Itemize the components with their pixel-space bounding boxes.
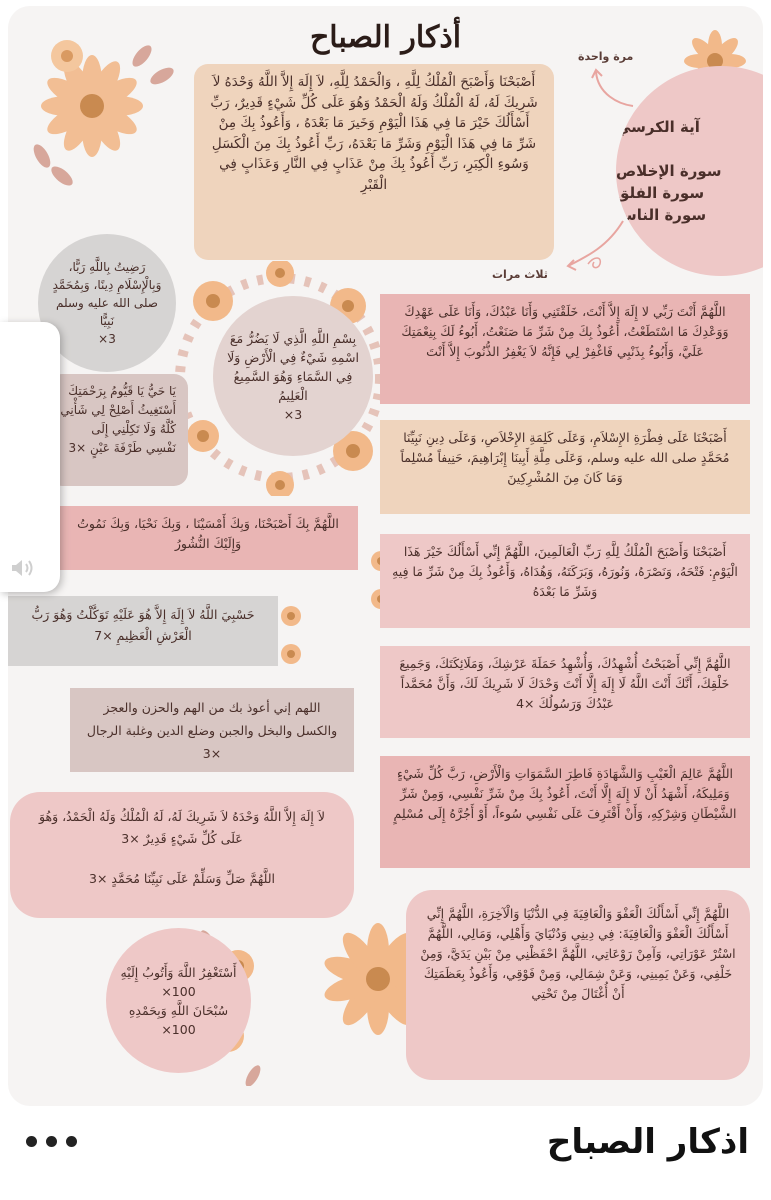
bismillah-circle xyxy=(213,296,373,456)
more-dots-icon[interactable] xyxy=(26,1136,77,1147)
dot xyxy=(66,1136,77,1147)
adhkar-image-card[interactable] xyxy=(8,6,763,1106)
ayat-kursi-label: آية الكرسي xyxy=(616,118,700,136)
dot xyxy=(46,1136,57,1147)
radeetu-count: ×3 xyxy=(98,332,116,346)
ikhlas-label: سورة الإخلاص xyxy=(616,162,722,180)
flower-decoration-icon xyxy=(276,596,306,676)
subhanallah-text: سُبْحَانَ اللَّهِ وَبِحَمْدِهِ xyxy=(128,1002,229,1018)
curved-arrow-icon xyxy=(588,64,638,114)
fitra-box: أَصْبَحْنَا عَلَى فِطْرَةِ الإِسْلاَمِ، وَعَلَى كَلِمَةِ الإِخْلاَصِ، وَعَلَى دِينِ نَبِيِّنَا مُحَمَّدٍ صلى الله عليه وسلم، وَعَلَى مِلَّةِ أَبِينَا إِبْرَاهِيمَ، حَنِيفاً مُسْلِماً وَمَا كَانَ مِنَ المُشْرِكِينَ xyxy=(380,420,750,514)
curved-arrow-icon xyxy=(558,216,628,276)
bismillah-text: بِسْمِ اللَّهِ الَّذِي لَا يَضُرُّ مَعَ اسْمِهِ شَيْءٌ فِي الْأَرْضِ وَلَا فِي السَّمَاءِ وَهُوَ السَّمِيعُ الْعَلِيمُ xyxy=(227,330,359,403)
subhanallah-count: ×100 xyxy=(161,1021,196,1037)
morning-remembrance-main: أَصْبَحْنَا وَأَصْبَحَ الْمُلْكُ لِلَّهِ ، وَالْحَمْدُ لِلَّهِ، لاَ إِلَهَ إِلاَّ اللَّهُ وَحْدَهُ لاَ شَرِيكَ لَهُ، لَهُ الْمُلْكُ وَلَهُ الْحَمْدُ وَهُوَ عَلَى كُلِّ شَيْءٍ قَدِيرٌ، رَبِّ أَسْأَلُكَ خَيْرَ مَا فِي هَذَا الْيَوْمِ وَخَيرَ مَا بَعْدَهُ ، وَأَعُوذُ بِكَ مِنْ شَرِّ مَا فِي هَذَا الْيَوْمِ وَشَرِّ مَا بَعْدَهُ، رَبِّ أَعُوذُ بِكَ مِنَ الْكَسَلِ وَسُوءِ الْكِبَرِ، رَبِّ أَعُوذُ بِكَ مِنْ عَذَابٍ فِي النَّارِ وَعَذَابٍ فِي الْقَبْرِ xyxy=(194,64,554,260)
sayyid-istighfar-box: اللَّهُمَّ أَنْتَ رَبِّي لا إِلَهَ إِلاَّ أَنْتَ، خَلَقْتَنِي وَأَنَا عَبْدُكَ، وَأَنَا عَلَى عَهْدِكَ وَوَعْدِكَ مَا اسْتَطَعْتُ، أَعُوذُ بِكَ مِنْ شَرِّ مَا صَنَعْتُ، أَبُوءُ لَكَ بِنِعْمَتِكَ عَلَيَّ، وَأَبُوءُ بِذَنْبِي فَاغْفِرْ لِي فَإِنَّهُ لاَ يَغْفِرُ الذُّنُوبَ إِلاَّ أَنْتَ xyxy=(380,294,750,404)
afw-box: اللَّهُمَّ إِنِّي أَسْأَلُكَ الْعَفْوَ وَالْعَافِيَةَ فِي الدُّنْيَا وَالْآخِرَةِ، اللَّهُمَّ إِنِّي أَسْأَلُكَ الْعَفْوَ وَالْعَافِيَةَ: فِي دِينِي وَدُنْيَايَ وَأَهْلِي، وَمَالِي، اللَّهُمَّ اسْتُرْ عَوْرَاتِي، وَآمِنْ رَوْعَاتِي، اللَّهُمَّ احْفَظْنِي مِنْ بَيْنِ يَدَيَّ، وَمِنْ خَلْفِي، وَعَنْ يَمِينِي، وَعَنْ شِمَالِي، وَمِنْ فَوْقِي، وَأَعُوذُ بِعَظَمَتِكَ أَنْ أُغْتَالَ مِنْ تَحْتِي xyxy=(406,890,750,1080)
quran-surahs-circle xyxy=(616,66,763,276)
salli-text: اللَّهُمَّ صَلِّ وَسَلِّمْ عَلَى نَبِيِّنَا مُحَمَّدٍ ×3 xyxy=(89,871,275,886)
istighfar-count: ×100 xyxy=(161,983,196,999)
falaq-label: سورة الفلق xyxy=(616,184,705,202)
once-note: مرة واحدة xyxy=(578,50,634,63)
ushhiduk-box: اللَّهُمَّ إِنِّي أَصْبَحْتُ أُشْهِدُكَ، وَأُشْهِدُ حَمَلَةَ عَرْشِكَ، وَمَلَائِكَتَكَ، وَجَمِيعَ خَلْقِكَ، أَنَّكَ أَنْتَ اللَّهُ لَا إِلَهَ إِلَّا أَنْتَ وَحْدَكَ لَا شَرِيكَ لَكَ، وَأَنَّ مُحَمَّداً عَبْدُكَ وَرَسُولُكَ ×4 xyxy=(380,646,750,738)
radeetu-text: رَضِيتُ بِاللَّهِ رَبًّا، وَبِالْإِسْلَامِ دِينًا، وَبِمُحَمَّدٍ صلى الله عليه وسلم نَبِيًّا xyxy=(52,260,162,328)
istighfar-text: أَسْتَغْفِرُ اللَّهَ وَأَتُوبُ إِلَيْهِ xyxy=(120,964,237,980)
hamm-box: اللهم إني أعوذ بك من الهم والحزن والعجز والكسل والبخل والجبن وضلع الدين وغلبة الرجال ×3 xyxy=(70,688,354,772)
tahleel-box xyxy=(10,792,354,918)
hasbiya-box: حَسْبِيَ اللَّهُ لاَ إِلَهَ إِلاَّ هُوَ عَلَيْهِ تَوَكَّلْتُ وَهُوَ رَبُّ الْعَرْشِ الْعَظِيمِ ×7 xyxy=(8,596,278,666)
bismillah-count: ×3 xyxy=(283,406,303,422)
alim-ghayb-box: اللَّهُمَّ عَالِمَ الْغَيْبِ وَالشَّهَادَةِ فَاطِرَ السَّمَوَاتِ وَالْأَرْضِ، رَبَّ كُلِّ شَيْءٍ وَمَلِيكَهُ، أَشْهَدُ أَنْ لَا إِلَهَ إِلَّا أَنْتَ، أَعُوذُ بِكَ مِنْ شَرِّ نَفْسِي، وَمِنْ شَرِّ الشَّيْطَانِ وَشِرْكِهِ، وَأَنْ أَقْتَرِفَ عَلَى نَفْسِي سُوءاً، أَوْ أَجُرَّهُ إِلَى مُسْلِمٍ xyxy=(380,756,750,868)
la-ilaha-text: لاَ إِلَهَ إِلاَّ اللَّهُ وَحْدَهُ لاَ شَرِيكَ لَهُ، لَهُ الْمُلْكُ وَلَهُ الْحَمْدُ، وَهُوَ عَلَى كُلِّ شَيْءٍ قَدِيرٌ ×3 xyxy=(39,809,325,846)
nas-label: سورة الناس xyxy=(616,206,707,224)
page-title: أذكار الصباح xyxy=(309,20,462,55)
three-times-note: ثلاث مرات xyxy=(492,268,548,281)
speaker-icon[interactable] xyxy=(8,552,40,584)
istighfar-circle xyxy=(106,928,251,1073)
ya-hayy-box: يَا حَيُّ يَا قَيُّومُ بِرَحْمَتِكَ أَسْتَغِيثُ أَصْلِحْ لِي شَأْنِي كُلَّهُ وَلَا تَكِلْنِي إِلَى نَفْسِي طَرْفَةَ عَيْنٍ ×3 xyxy=(48,374,188,486)
dot xyxy=(26,1136,37,1147)
rabb-alameen-box: أَصْبَحْنَا وَأَصْبَحَ الْمُلْكُ لِلَّهِ رَبِّ الْعَالَمِينَ، اللَّهُمَّ إِنِّي أَسْأَلُكَ خَيْرَ هَذَا الْيَوْمِ: فَتْحَهُ، وَنَصْرَهُ، وَنُورَهُ، وَبَرَكَتَهُ، وَهُدَاهُ، وَأَعُوذُ بِكَ مِنْ شَرِّ مَا فِيهِ وَشَرِّ مَا بَعْدَهُ xyxy=(380,534,750,628)
post-caption: اذكار الصباح xyxy=(546,1122,749,1162)
bika-asbahna-box: اللَّهُمَّ بِكَ أَصْبَحْنَا، وَبِكَ أَمْسَيْنَا ، وَبِكَ نَحْيَا، وَبِكَ نَمُوتُ وَإِلَيْكَ النُّشُورُ xyxy=(58,506,358,570)
